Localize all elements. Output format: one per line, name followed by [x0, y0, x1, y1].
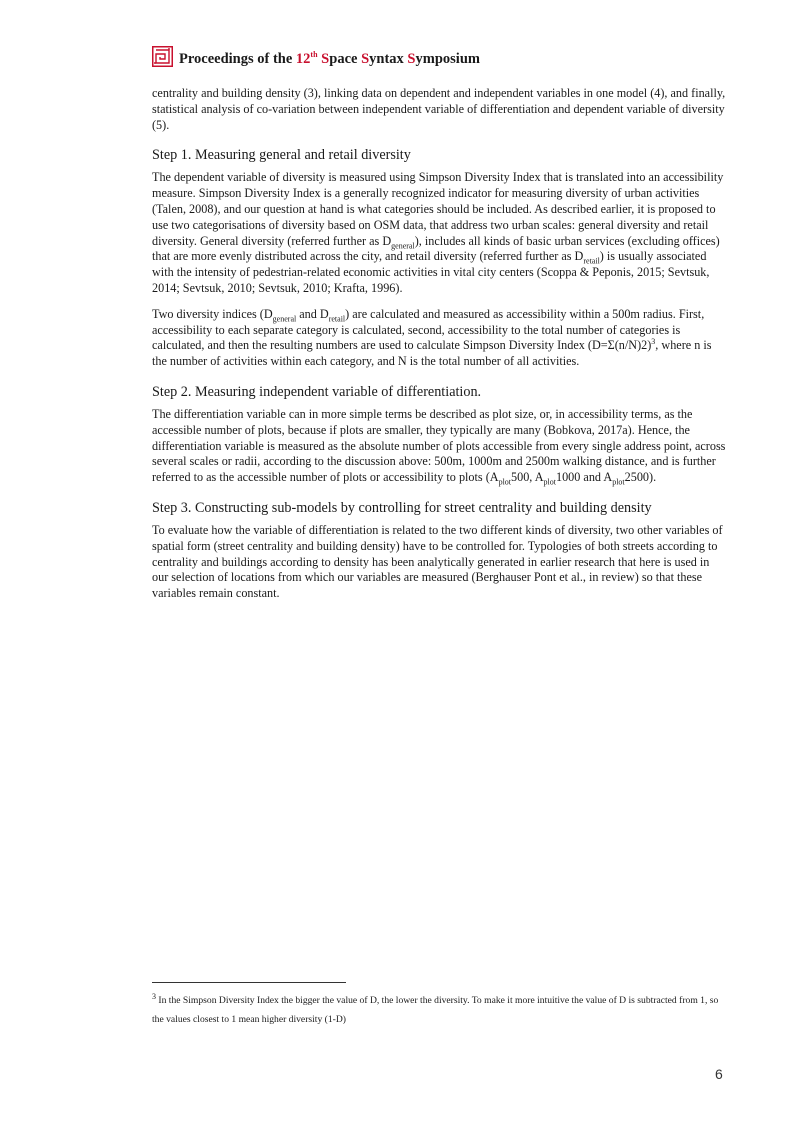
step3-paragraph-1: To evaluate how the variable of differentiation is related to the two different kinds of diversity, two other variables of spatial form (street centrality and building density) have to be controlled for. Typologies of both streets according to centrality and buildings according to density has been analytically generated in earlier research that here is used in our selection of locations from which our variables are measured (Berghauser Pont et al., in review) so that these variables remain constant. [152, 522, 723, 601]
step2-heading: Step 2. Measuring independent variable of differentiation. [152, 383, 482, 400]
footnote-separator [152, 982, 346, 983]
symposium-logo-icon [152, 46, 173, 67]
proceedings-header [152, 46, 480, 67]
footnote-reference[interactable]: 3 [651, 337, 656, 347]
footnote-marker: 3 [152, 991, 156, 1001]
footnote [152, 991, 726, 1029]
header-title: Proceedings of the 12th Space Syntax Symposium [179, 49, 480, 67]
page-body [152, 86, 726, 612]
step1-paragraph-2: Two diversity indices ($D_{general}$ and $D_{retail}$) are calculated and measured as accessibility within a 500m radius. First, accessibility to each separate category is calculated, second, accessibility to the total number of categories is calculated, and then the resulting numbers are used to calculate Simpson Diversity Index (D=Σ(n/N)2)$^3$, where n is the number of activities within each category, and N is the total number of all activities. [152, 306, 712, 369]
page-number: 6 [715, 1066, 723, 1082]
step1-paragraph-1: The dependent variable of diversity is measured using Simpson Diversity Index that is translated into an accessibility measure. Simpson Diversity Index is a generally recognized indicator for measuring diversity of urban activities (Talen, 2008), and our question at hand is what categories should be included. As described earlier, it is proposed to use two categorisations of diversity based on OSM data, that address two urban scales: general diversity and retail diversity. General diversity (referred further as $D_{general}$), includes all kinds of basic urban services (excluding offices) that are more evenly distributed across the city, and retail diversity (referred further as $D_{retail}$) is usually associated with the intensity of pedestrian-related economic activities in vital city centers (Scoppa & Peponis, 2015; Sevtsuk, 2014; Sevtsuk, 2010; Sevtsuk, 2010; Krafta, 1996). [152, 170, 724, 295]
step2-paragraph-1: The differentiation variable can in more simple terms be described as plot size, or, in accessibility terms, as the accessible number of plots, because if plots are smaller, they typically are many (Bobkova, 2017a). Hence, the differentiation variable is measured as the absolute number of plots accessible from every single address point, across several scales or radii, according to the discussion above: 500m, 1000m and 2500m walking distance, and is further referred to as the accessible number of plots or accessibility to plots ($A_{plot}500$, $A_{plot}1000$ and $A_{plot}2500$). [152, 406, 726, 487]
step1-heading: Step 1. Measuring general and retail diversity [152, 147, 411, 164]
intro-paragraph: centrality and building density (3), linking data on dependent and independent variables in one model (4), and finally, statistical analysis of co-variation between independent variable of differentiation and dependent variable of diversity (5). [152, 86, 726, 132]
footnote-text: In the Simpson Diversity Index the bigger the value of D, the lower the diversity. To make it more intuitive the value of D is subtracted from 1, so the values closest to 1 mean higher diversity (1-D) [152, 995, 719, 1025]
step3-heading: Step 3. Constructing sub-models by controlling for street centrality and building density [152, 499, 652, 516]
